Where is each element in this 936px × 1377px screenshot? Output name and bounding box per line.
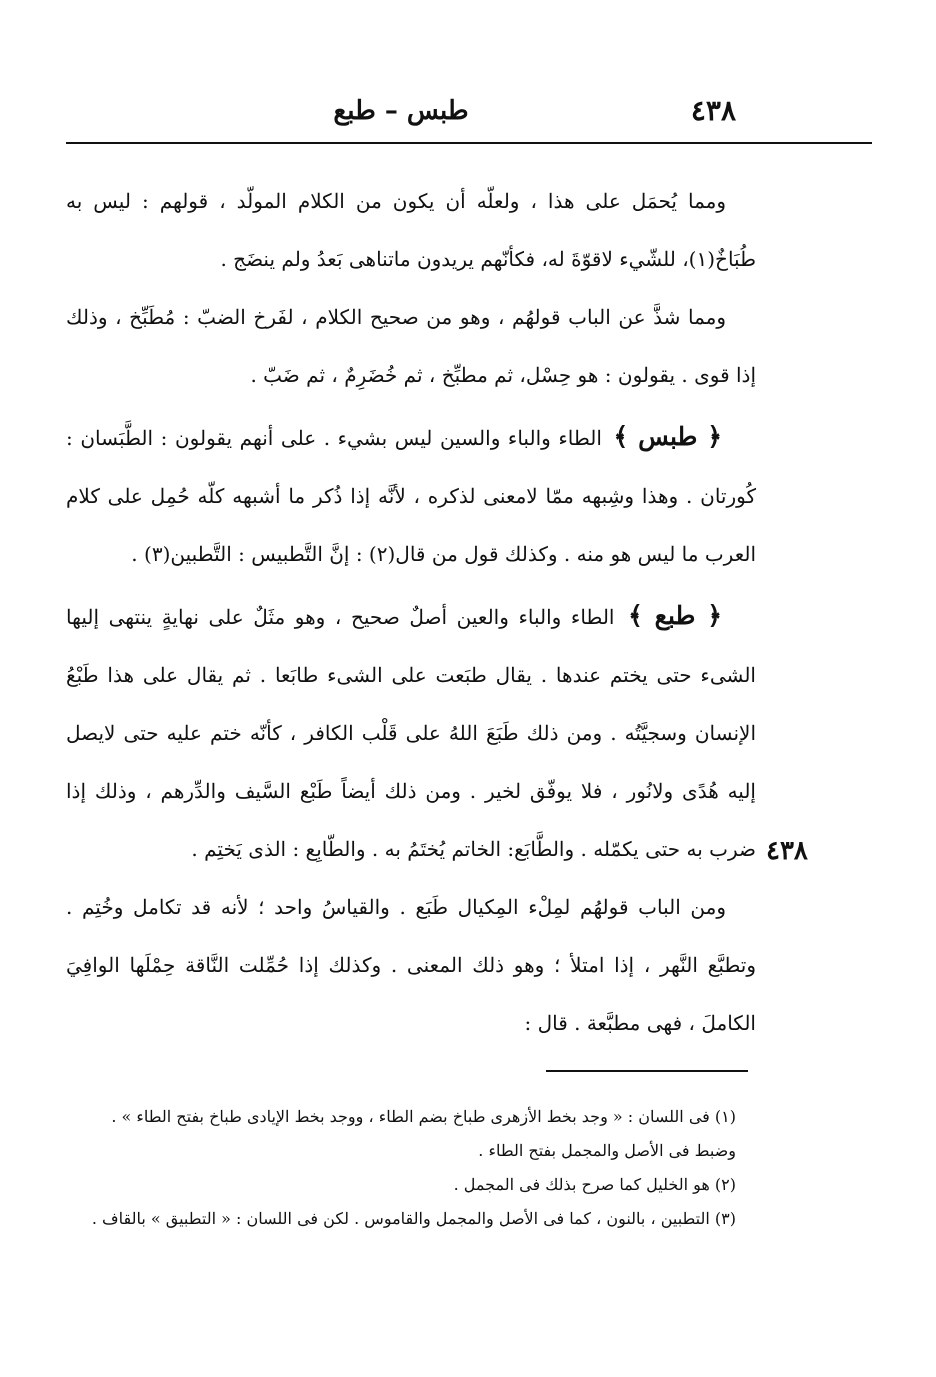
margin-number: ٤٣٨ (766, 836, 808, 866)
entry-text: الطاء والباء والعين أصلٌ صحيح ، وهو مثَلٌ على نهايةٍ ينتهى إليها الشىء حتى يختم عندها . يقال طبَعت على الشىء طابَعا . ثم يقال على هذا طَبْعُ الإنسان وسجيَّتُه . ومن ذلك طَبَعَ اللهُ على قَلْب الكافر ، كأنّه ختم عليه حتى لايصل إليه هُدًى ولانُور ، فلا يوفّق لخير . ومن ذلك أيضاً طَبْع السَّيف والدِّرهم ، وذلك إذا ضرب به حتى يكمّله . والطَّابَع: الخاتم يُختَمُ به . والطّابِع : الذى يَختِم . (66, 605, 756, 861)
footnote: (١) فى اللسان : « وجد بخط الأزهرى طباخ بضم الطاء ، ووجد بخط الإيادى طباخ بفتح الطاء » . وضبط فى الأصل والمجمل بفتح الطاء . (111, 1107, 736, 1160)
entry-headword: ﴿ طبس ﴾ (613, 422, 722, 451)
dictionary-entry-taba (66, 587, 756, 878)
header-rule (66, 142, 872, 144)
paragraph: ومما يُحمَل على هذا ، ولعلّه أن يكون من الكلام المولّد ، قولهم : ليس به طُبَاخٌ(١)، للشّيء لاقوّةَ له، فكأنّهم يريدون ماتناهى بَعدُ ولم ينضَج . (66, 189, 756, 271)
page-number: ٤٣٨ (690, 94, 736, 127)
paragraph: ومن الباب قولهُم لمِلْء المِكيال طَبَع . والقياسُ واحد ؛ لأنه قد تكامل وخُتِم . وتطبَّع النَّهر ، إذا امتلأ ؛ وهو ذلك المعنى . وكذلك إذا حُمِّلت النَّاقة حِمْلَها الوافِيَ الكاملَ ، فهى مطبَّعة . قال : (66, 895, 756, 1035)
main-text (66, 172, 756, 1052)
footnote: (٣) التطبين ، بالنون ، كما فى الأصل والمجمل والقاموس . لكن فى اللسان : « التطبيق » بالقاف . (91, 1209, 736, 1228)
dictionary-entry-tabas (66, 408, 756, 583)
running-title: طبس – طبع (333, 96, 469, 126)
footnote-rule (546, 1070, 748, 1072)
paragraph: ومما شذَّ عن الباب قولهُم ، وهو من صحيح الكلام ، لفَرخ الضبّ : مُطَبِّخ ، وذلك إذا قوى . يقولون : هو حِسْل، ثم مطبِّخ ، ثم خُضَرِمٌ ، ثم ضَبّ . (66, 305, 756, 387)
entry-text: الطاء والباء والسين ليس بشيء . على أنهم يقولون : الطَّبَسان : كُورتان . وهذا وشِبهه ممّا لامعنى لذكره ، لأنَّه إذا ذُكر ما أشبهه كلّه حُمِل على كلام العرب ما ليس هو منه . وكذلك قول من قال(٢) : إنَّ التَّطبيس : التَّطبين(٣) . (66, 426, 756, 566)
footnotes (66, 1100, 736, 1236)
footnote: (٢) هو الخليل كما صرح بذلك فى المجمل . (453, 1175, 736, 1194)
entry-headword: ﴿ طبع ﴾ (628, 601, 723, 630)
page-header (66, 92, 736, 132)
